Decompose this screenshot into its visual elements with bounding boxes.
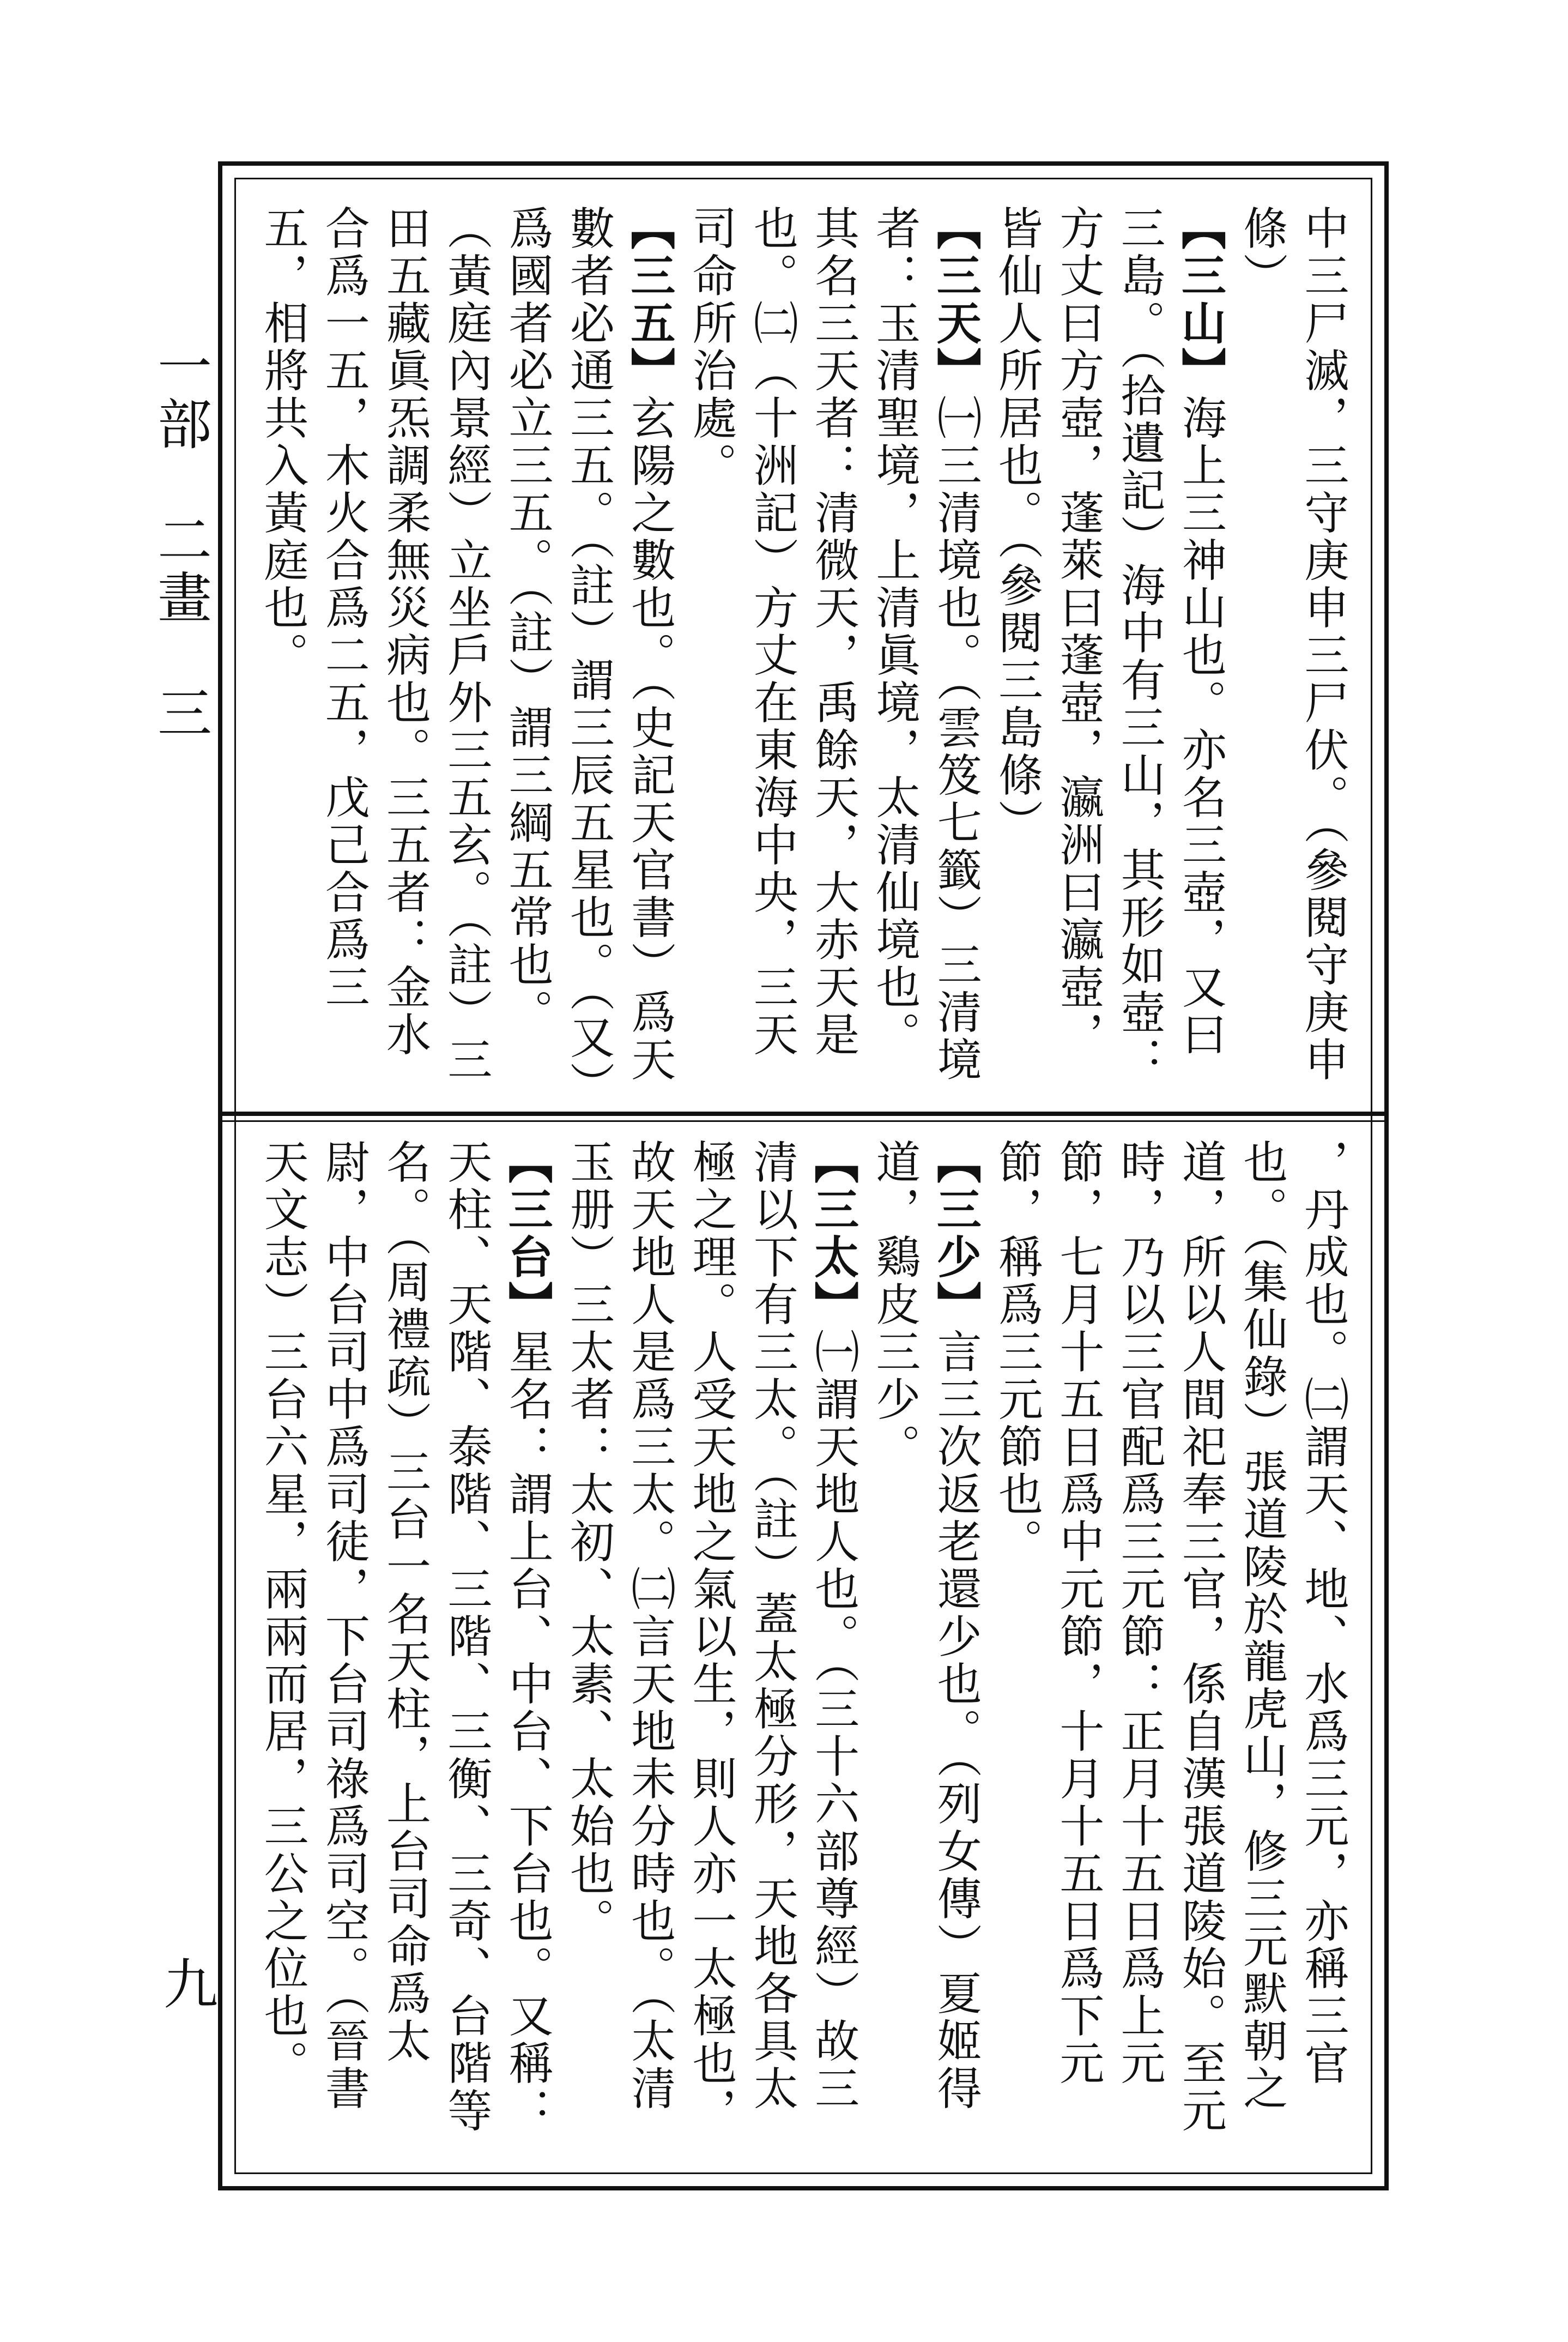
- entry-sanyuan: [247, 205, 252, 1094]
- panel-divider: [222, 1112, 1384, 1116]
- entry-headword: 【三少】: [929, 1139, 982, 1329]
- bottom-panel: [247, 1139, 1353, 2153]
- entry-text: 玄陽之數也。（史記天官書）爲天數者必通三五。（註）謂三辰五星也。（又）爲國者必立三五。（註）謂三綱五常也。（黃庭內景經）立坐戶外三五玄。（註）三田五藏眞炁調柔無災病也。三五者：金水合爲一五，木火合爲二五，戊己合爲三五，相將共入黃庭也。: [256, 205, 676, 1087]
- entry-headword: 【三五】: [623, 205, 676, 395]
- entry-headword: 【三太】: [807, 1139, 859, 1329]
- entry-sanshao: [864, 1139, 986, 2153]
- entry-text: 海上三神山也。亦名三壺，又曰三島。（拾遺記）海中有三山，其形如壺：方丈曰方壺，蓬萊曰蓬壺，瀛洲曰瀛壺，皆仙人所居也。（參閱三島條）: [991, 205, 1227, 1084]
- entry-text: ㈠三清境也。（雲笈七籤）三清境者：玉清聖境，上清眞境，太清仙境也。其名三天者：清微天，禹餘天，大赤天是也。㈡（十洲記）方丈在東海中央，三天司命所治處。: [685, 205, 982, 1084]
- entry-text: 星名：謂上台、中台、下台也。又稱：天柱、天階、泰階、三階、三衡、三奇、台階等名。（周禮疏）三台一名天柱，上台司命爲太尉，中台司中爲司徒，下台司祿爲司空。（晉書天文志）三台六星，兩兩而居，三公之位也。: [256, 1139, 554, 2135]
- page-number: 九: [164, 1953, 218, 2017]
- entry-text: 言三次返老還少也。（列女傳）夏姬得道，鷄皮三少。: [868, 1139, 982, 2112]
- entry-headword: 【三天】: [929, 205, 982, 395]
- entry-headword: 【三台】: [501, 1139, 554, 1329]
- entry-text: ㈠謂天地人也。（三十六部尊經）故三清以下有三太。（註）蓋太極分形，天地各具太極之理。人受天地之氣以生，則人亦一太極也，故天地人是爲三太。㈡言天地未分時也。（太清玉册）三太者：太初、太素、太始也。: [562, 1139, 859, 2135]
- entry-bottom-0: [986, 1139, 1353, 2153]
- entry-text: ，丹成也。㈡謂天、地、水爲三元，亦稱三官也。（集仙錄）張道陵於龍虎山，修三元默朝之道，所以人間祀奉三官，係自漢張道陵始。至元時，乃以三官配爲三元節：正月十五日爲上元節，七月十五日爲中元節，十月十五日爲下元節，稱爲三元節也。: [991, 1139, 1349, 2135]
- entry-santai-1: [558, 1139, 863, 2153]
- entry-top-0: [1231, 205, 1353, 1094]
- running-head: 一部 二畫 三: [148, 338, 212, 743]
- top-panel: [247, 205, 1353, 1094]
- entry-santai-2: [247, 1139, 558, 2153]
- entry-sanshan: [986, 205, 1231, 1094]
- entry-headword: 【三山】: [1174, 205, 1227, 395]
- page-frame: [218, 161, 1389, 2190]
- entry-sanwu: [252, 205, 680, 1094]
- entry-text: 中三尸滅，三守庚申三尸伏。（參閱守庚申條）: [1236, 205, 1349, 1084]
- entry-santian: [680, 205, 986, 1094]
